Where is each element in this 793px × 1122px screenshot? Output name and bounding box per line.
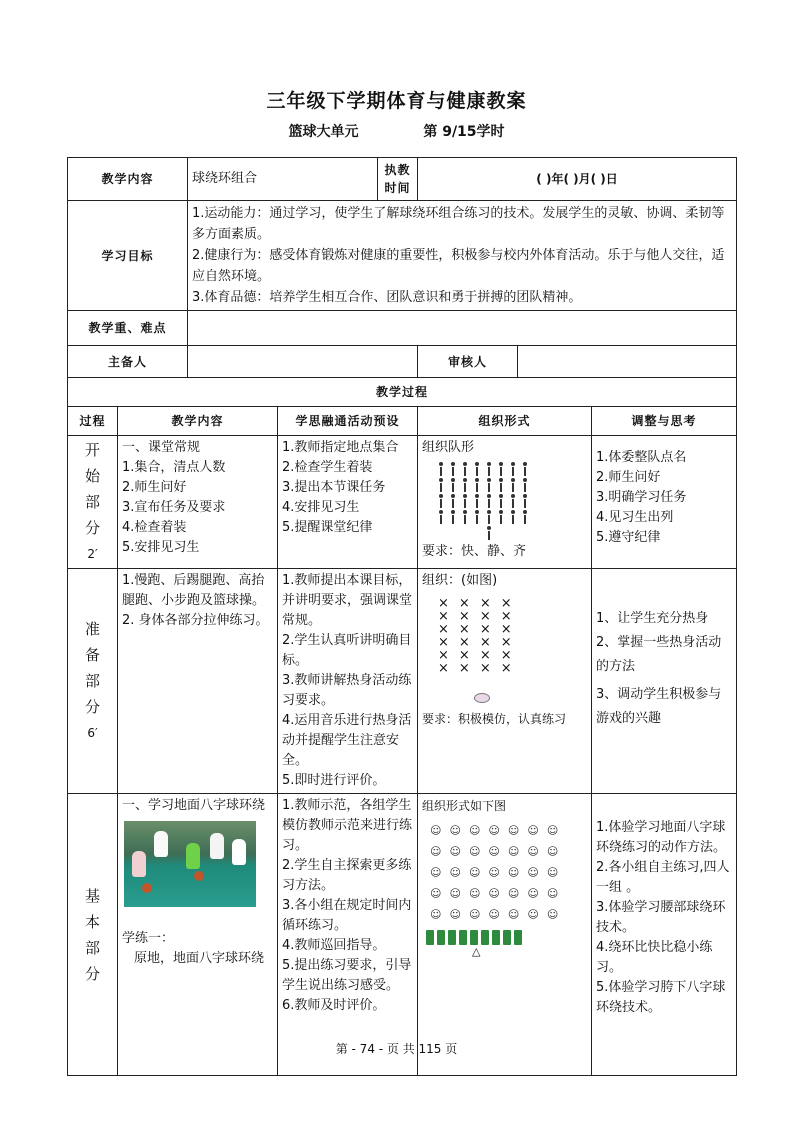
key-points-value (188, 311, 737, 346)
start-reflection: 1.体委整队点名 2.师生问好 3.明确学习任务 4.见习生出列 5.遵守纪律 (592, 436, 737, 569)
warmup-formation: × × × × × × × × × × × × × × × × × × × × × × × × (438, 596, 512, 676)
document-title: 三年级下学期体育与健康教案 (266, 90, 527, 112)
start-activity: 1.教师指定地点集合 2.检查学生着装 3.提出本节课任务 4.安排见习生 5.提醒课堂纪律 (278, 436, 418, 569)
start-organization: 组织队形 要求：快、静、齐 (418, 436, 592, 569)
phase-start: 开 始 部 分 2′ (68, 436, 118, 569)
header-reflection: 调整与思考 (592, 407, 737, 436)
prep-reflection: 1、让学生充分热身 2、掌握一些热身活动的方法 3、调动学生积极参与游戏的兴趣 (592, 569, 737, 794)
prep-organization: 组织：(如图) × × × × × × × × × × × × × × × × × × × × × × × × 要求：积极模仿，认真练习 (418, 569, 592, 794)
basic-reflection: 1.体验学习地面八字球环绕练习的动作方法。 2.各小组自主练习,四人一组 。 3.体验学习腰部球绕环技术。 4.绕环比快比稳小练习。 5.体验学习胯下八字球环绕技术。 (592, 794, 737, 1076)
group-formation: ☺ ☺ ☺ ☺ ☺ ☺ ☺ ☺ ☺ ☺ ☺ ☺ ☺ ☺ ☺ ☺ ☺ ☺ ☺ ☺ ☺ ☺ ☺ ☺ ☺ ☺ ☺ ☺ ☺ ☺ ☺ ☺ ☺ ☺ ☺ (430, 824, 559, 921)
lesson-number: 第 9/15学时 (423, 124, 505, 140)
document-subtitle (0, 121, 793, 141)
goals-text (188, 201, 737, 311)
basic-activity: 1.教师示范，各组学生模仿教师示范来进行练习。 2.学生自主探索更多练习方法。 3.各小组在规定时间内循环练习。 4.教师巡回指导。 5.提出练习要求，引导学生说出练习感受。 6.教师及时评价。 (278, 794, 418, 1076)
lesson-plan-table (67, 157, 737, 1076)
unit-name: 篮球大单元 (288, 124, 359, 140)
prep-content: 1.慢跑、后踢腿跑、高抬腿跑、小步跑及篮球操。 2. 身体各部分拉伸练习。 (118, 569, 278, 794)
exec-time-label: 执教 时间 (378, 158, 418, 201)
students-practice-photo (124, 821, 256, 907)
preparer-label: 主备人 (68, 346, 188, 378)
phase-basic: 基 本 部 分 (68, 794, 118, 1076)
teacher-marker (474, 693, 490, 703)
teacher-triangle: △ (472, 945, 481, 958)
content-value: 球绕环组合 (188, 158, 378, 201)
reviewer-label: 审核人 (418, 346, 518, 378)
preparer-value (188, 346, 418, 378)
goals-label: 学习目标 (68, 201, 188, 311)
equipment-row (426, 930, 587, 945)
prep-activity: 1.教师提出本课目标，并讲明要求，强调课堂常规。 2.学生认真听讲明确目标。 3.教师讲解热身活动练习要求。 4.运用音乐进行热身活动并提醒学生注意安全。 5.即时进行评价。 (278, 569, 418, 794)
goal-item: 1.运动能力：通过学习，使学生了解球绕环组合练习的技术。发展学生的灵敏、协调、柔韧等多方面素质。 (192, 206, 725, 242)
phase-prep: 准 备 部 分 6′ (68, 569, 118, 794)
content-label: 教学内容 (68, 158, 188, 201)
exec-date: ( )年( )月( )日 (418, 158, 737, 201)
header-phase: 过程 (68, 407, 118, 436)
goal-item: 3.体育品德：培养学生相互合作、团队意识和勇于拼搏的团队精神。 (192, 290, 582, 305)
formation-figures (436, 462, 587, 542)
basic-organization: 组织形式如下图 ☺ ☺ ☺ ☺ ☺ ☺ ☺ ☺ ☺ ☺ ☺ ☺ ☺ ☺ ☺ ☺ ☺ ☺ ☺ ☺ ☺ ☺ ☺ ☺ ☺ ☺ ☺ ☺ ☺ ☺ ☺ ☺ ☺ ☺ ☺ △ (418, 794, 592, 1076)
basic-content: 一、学习地面八字球环绕 学练一： 原地，地面八字球环绕 (118, 794, 278, 1076)
goal-item: 2.健康行为：感受体育锻炼对健康的重要性，积极参与校内外体育活动。乐于与他人交往，适应自然环境。 (192, 248, 725, 284)
header-content: 教学内容 (118, 407, 278, 436)
page-footer: 第 - 74 - 页 共 115 页 (335, 1042, 458, 1056)
header-organization: 组织形式 (418, 407, 592, 436)
header-activity: 学思融通活动预设 (278, 407, 418, 436)
process-section-title: 教学过程 (68, 378, 737, 407)
start-content: 一、课堂常规 1.集合，清点人数 2.师生问好 3.宣布任务及要求 4.检查着装 5.安排见习生 (118, 436, 278, 569)
reviewer-value (518, 346, 737, 378)
key-points-label: 教学重、难点 (68, 311, 188, 346)
